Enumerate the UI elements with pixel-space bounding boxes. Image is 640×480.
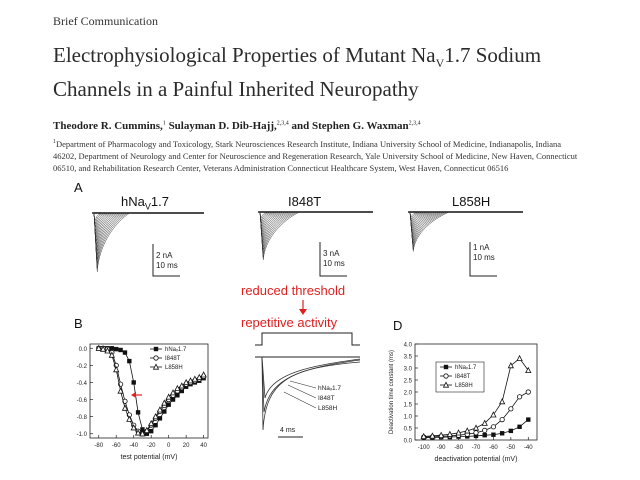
scale-current-i848t: 3 nA bbox=[323, 249, 340, 258]
title-sub: V bbox=[435, 56, 445, 71]
title-line1-pre: Electrophysiological Properties of Mutant Na bbox=[53, 43, 436, 67]
middle-label-l858h: L858H bbox=[318, 405, 338, 412]
data-point bbox=[508, 363, 513, 368]
x-tick-label: -20 bbox=[146, 443, 156, 449]
data-point bbox=[509, 407, 513, 411]
x-tick-label: 0 bbox=[166, 443, 171, 449]
y-tick-label: 3.5 bbox=[403, 354, 412, 361]
scale-bar-i848t bbox=[320, 242, 347, 276]
legend-entry: hNaᵥ1.7 bbox=[455, 365, 477, 371]
data-point bbox=[184, 380, 189, 385]
scale-time-i848t: 10 ms bbox=[323, 259, 345, 268]
x-tick-label: -60 bbox=[111, 443, 121, 449]
x-tick-label: -90 bbox=[436, 445, 446, 451]
scale-current-wt: 2 nA bbox=[156, 251, 173, 260]
middle-label-wt: hNaᵥ1.7 bbox=[318, 385, 342, 392]
author-sup: 2,3,4 bbox=[408, 120, 421, 127]
data-point bbox=[192, 376, 197, 381]
title-line2: Channels in a Painful Inherited Neuropathy bbox=[53, 77, 419, 102]
panel-label-b: B bbox=[74, 316, 83, 331]
data-point bbox=[136, 410, 140, 414]
y-tick-label: -0.4 bbox=[76, 380, 87, 387]
affil-sup: 1 bbox=[53, 139, 56, 145]
data-point bbox=[162, 409, 166, 413]
y-tick-label: -1.0 bbox=[76, 432, 87, 439]
data-point bbox=[526, 390, 530, 394]
y-tick-label: 0.0 bbox=[403, 438, 412, 445]
x-tick-label: -80 bbox=[94, 443, 104, 449]
legend-entry: L858H bbox=[455, 383, 473, 389]
data-point bbox=[188, 378, 193, 383]
author-sup: 2,3,4 bbox=[276, 120, 289, 127]
y-tick-label: 0.5 bbox=[403, 426, 412, 433]
data-point bbox=[500, 399, 505, 404]
x-tick-label: -80 bbox=[454, 445, 463, 451]
trace-group-l858h bbox=[408, 212, 523, 252]
data-point bbox=[491, 433, 495, 437]
x-tick-label: -70 bbox=[471, 445, 481, 451]
legend-entry: hNaᵥ1.7 bbox=[165, 347, 187, 353]
x-axis-label: test potential (mV) bbox=[120, 454, 178, 461]
scale-bar-wt bbox=[153, 244, 180, 276]
legend-entry: L858H bbox=[165, 365, 183, 371]
data-point bbox=[179, 383, 184, 388]
data-point bbox=[114, 367, 119, 372]
data-point bbox=[517, 425, 521, 429]
data-point bbox=[127, 359, 131, 363]
data-point bbox=[154, 347, 158, 351]
data-point bbox=[132, 380, 136, 384]
panel-label-d: D bbox=[393, 318, 403, 333]
data-point bbox=[149, 421, 154, 426]
data-point bbox=[474, 431, 478, 435]
data-point bbox=[153, 414, 158, 419]
trace-title-wt: hNa$_V$1.7 bbox=[121, 194, 169, 212]
x-tick-label: -100 bbox=[417, 445, 430, 451]
middle-scale-time: 4 ms bbox=[280, 427, 296, 434]
x-tick-label: 20 bbox=[182, 443, 190, 449]
section-kicker: Brief Communication bbox=[53, 14, 158, 28]
red-arrow-icon bbox=[131, 392, 136, 398]
y-tick-label: 2.0 bbox=[403, 390, 412, 397]
data-point bbox=[517, 395, 521, 399]
y-tick-label: 0.0 bbox=[78, 346, 87, 353]
scale-time-wt: 10 ms bbox=[156, 261, 178, 270]
trace-group-i848t bbox=[258, 212, 373, 260]
y-tick-label: -0.8 bbox=[76, 415, 87, 422]
data-point bbox=[110, 346, 114, 350]
y-tick-label: 2.5 bbox=[403, 378, 412, 385]
chart-b bbox=[77, 344, 208, 461]
author-sup: 1 bbox=[162, 120, 166, 127]
red-arrow-icon bbox=[299, 300, 307, 315]
y-tick-label: 1.5 bbox=[403, 402, 412, 409]
x-tick-label: -60 bbox=[489, 445, 498, 451]
middle-label-i848t: I848T bbox=[318, 395, 335, 402]
data-point bbox=[444, 374, 448, 378]
y-tick-label: 3.0 bbox=[403, 366, 412, 373]
affiliation-line1: Department of Pharmacology and Toxicology, Stark Neurosciences Research Institute, Indiana University School of Medicine, Indianapolis, Indiana bbox=[56, 138, 562, 149]
annotation-reduced-threshold: reduced threshold bbox=[241, 283, 346, 298]
title-line1-post: 1.7 Sodium bbox=[444, 43, 542, 67]
y-axis-label: Deactivation time constant (ms) bbox=[389, 349, 395, 435]
middle-panel bbox=[255, 333, 360, 437]
scale-bar-l858h bbox=[470, 242, 497, 276]
data-point bbox=[500, 431, 504, 435]
legend-entry: I848T bbox=[455, 374, 471, 380]
y-tick-label: -0.2 bbox=[76, 363, 87, 370]
current-trace bbox=[408, 212, 450, 252]
y-tick-label: 1.0 bbox=[403, 414, 412, 421]
x-axis-label: deactivation potential (mV) bbox=[434, 456, 518, 463]
trace-group-wt bbox=[92, 213, 204, 272]
data-point bbox=[526, 417, 530, 421]
scale-time-l858h: 10 ms bbox=[473, 253, 495, 262]
x-tick-label: 40 bbox=[200, 443, 207, 449]
data-point bbox=[500, 417, 504, 421]
x-tick-label: -40 bbox=[129, 443, 139, 449]
affiliation-line3: 06510, and Rehabilitation Research Center, Veterans Administration Connecticut Healthcare System, West Haven, Connecticut 06516 bbox=[53, 162, 509, 173]
affiliation-line2: 46202, Department of Neurology and Center for Neuroscience and Regeneration Research, Yale University School of Medicine, New Haven, Connecticut bbox=[53, 150, 578, 161]
trace-title-i848t: I848T bbox=[288, 194, 322, 209]
x-tick-label: -50 bbox=[506, 445, 516, 451]
data-point bbox=[118, 348, 122, 352]
author-name: Sulayman D. Dib-Hajj, bbox=[168, 120, 277, 132]
author-name: Theodore R. Cummins, bbox=[53, 120, 163, 132]
panel-label-a: A bbox=[74, 180, 83, 195]
author-name: and Stephen G. Waxman bbox=[291, 120, 409, 132]
data-point bbox=[154, 356, 158, 360]
y-tick-label: 4.0 bbox=[403, 342, 412, 349]
data-point bbox=[201, 372, 206, 377]
x-tick-label: -40 bbox=[523, 445, 533, 451]
trace-title-l858h: L858H bbox=[452, 194, 491, 209]
data-point bbox=[153, 423, 157, 427]
data-point bbox=[517, 356, 522, 361]
data-point bbox=[483, 428, 487, 432]
y-tick-label: -0.6 bbox=[76, 398, 87, 405]
data-point bbox=[491, 425, 495, 429]
chart-d bbox=[389, 343, 537, 464]
legend-entry: I848T bbox=[165, 356, 181, 362]
data-point bbox=[166, 402, 170, 406]
data-point bbox=[483, 433, 487, 437]
scale-current-l858h: 1 nA bbox=[473, 243, 490, 252]
data-point bbox=[474, 425, 479, 430]
annotation-repetitive-activity: repetitive activity bbox=[241, 315, 338, 330]
data-point bbox=[444, 365, 448, 369]
data-point bbox=[158, 416, 162, 420]
data-point bbox=[114, 347, 118, 351]
data-point bbox=[123, 350, 127, 354]
data-point bbox=[509, 429, 513, 433]
